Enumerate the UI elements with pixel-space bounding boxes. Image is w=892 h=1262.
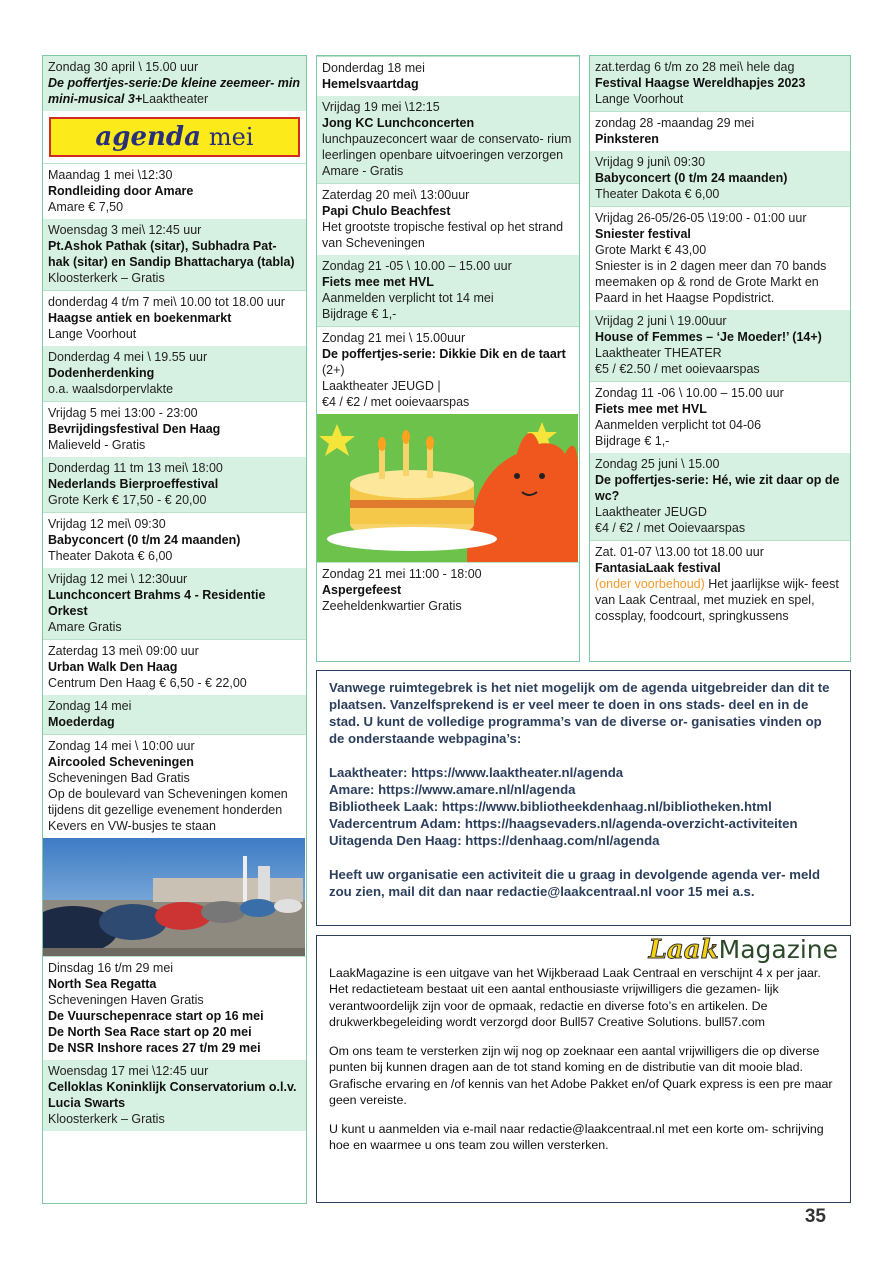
event-title: Jong KC Lunchconcerten <box>322 116 475 130</box>
dikkie-dik-illustration <box>317 414 579 562</box>
aircooled-photo <box>43 838 306 956</box>
event-date: Vrijdag 19 mei \12:15 <box>322 100 440 114</box>
event-date: Zondag 11 -06 \ 10.00 – 15.00 uur <box>595 386 784 400</box>
event-detail: Het grootste tropische festival op het strand van Scheveningen <box>322 220 564 250</box>
event-date: Zondag 21 -05 \ 10.00 – 15.00 uur <box>322 259 512 273</box>
event-detail: Lange Voorhout <box>48 327 137 341</box>
event-highlight: De NSR Inshore races 27 t/m 29 mei <box>48 1041 261 1055</box>
event-detail: Amare - Gratis <box>322 164 404 178</box>
event-title: Dodenherdenking <box>48 366 155 380</box>
event-detail: o.a. waalsdorpervlakte <box>48 382 174 396</box>
agenda-event <box>43 290 306 346</box>
event-detail: Amare € 7,50 <box>48 200 124 214</box>
vw-cars-boulevard-image <box>43 838 305 956</box>
agenda-event <box>590 151 850 206</box>
agenda-event <box>43 219 306 290</box>
logo-word-magazine: Magazine <box>718 935 838 964</box>
event-status-note: (onder voorbehoud) <box>595 577 705 591</box>
event-detail: €4 / €2 / met Ooievaarspas <box>595 521 746 535</box>
event-title: Aspergefeest <box>322 583 402 597</box>
birthday-cake-cat-image <box>317 414 578 562</box>
event-title: Urban Walk Den Haag <box>48 660 178 674</box>
banner-word-agenda: agenda <box>95 122 201 152</box>
event-date: Vrijdag 26-05/26-05 \19:00 - 01:00 uur <box>595 211 807 225</box>
agenda-event <box>317 255 579 326</box>
event-list <box>590 56 850 540</box>
magazine-info-box <box>316 935 851 1203</box>
event-detail: Kloosterkerk – Gratis <box>48 1112 165 1126</box>
event-detail: Kloosterkerk – Gratis <box>48 271 165 285</box>
event-date: Maandag 1 mei \12:30 <box>48 168 173 182</box>
notice-link-laaktheater: Laaktheater: https://www.laaktheater.nl/agenda <box>329 765 624 780</box>
event-title: FantasiaLaak festival <box>595 561 721 575</box>
event-title: De poffertjes-serie: Dikkie Dik en de taart <box>322 347 566 361</box>
event-detail: Centrum Den Haag € 6,50 - € 22,00 <box>48 676 247 690</box>
event-age-suffix: (2+) <box>322 363 345 377</box>
event-date: Zondag 14 mei <box>48 699 132 713</box>
event-date: Zaterdag 13 mei\ 09:00 uur <box>48 644 199 658</box>
event-title: Babyconcert (0 t/m 24 maanden) <box>595 171 788 185</box>
agenda-event <box>43 457 306 512</box>
event-title: Pt.Ashok Pathak (sitar), Subhadra Pat- hak (sitar) en Sandip Bhattacharya (tabla) <box>48 239 295 269</box>
agenda-event <box>590 111 850 151</box>
event-detail: €5 / €2.50 / met ooievaarspas <box>595 362 760 376</box>
event-date: Donderdag 11 tm 13 mei\ 18:00 <box>48 461 223 475</box>
magazine-paragraph-3: U kunt u aanmelden via e-mail naar redactie@laakcentraal.nl met een korte om- schrijving hoe en waarmee u ons team zou willen versterken. <box>329 1121 824 1152</box>
banner-word-mei: mei <box>208 123 254 151</box>
event-title: Pinksteren <box>595 132 659 146</box>
event-detail: Sniester is in 2 dagen meer dan 70 bands meemaken op & rond de Grote Markt en Paard in het Haagse Popdistrict. <box>595 259 827 305</box>
agenda-event <box>43 695 306 734</box>
event-title: Fiets mee met HVL <box>595 402 707 416</box>
event-date: zondag 28 -maandag 29 mei <box>595 116 755 130</box>
agenda-event <box>317 562 579 618</box>
notice-link-vadercentrum: Vadercentrum Adam: https://haagsevaders.nl/agenda-overzicht-activiteiten <box>329 816 798 831</box>
agenda-event <box>43 512 306 568</box>
event-detail: Malieveld - Gratis <box>48 438 146 452</box>
event-date: Zondag 21 mei \ 15.00uur <box>322 331 466 345</box>
event-title: De poffertjes-serie:De kleine zeemeer- min mini-musical 3+ <box>48 76 300 106</box>
event-detail: Laaktheater JEUGD <box>595 505 707 519</box>
event-title: Lunchconcert Brahms 4 - Residentie Orkest <box>48 588 266 618</box>
event-date: Vrijdag 5 mei 13:00 - 23:00 <box>48 406 198 420</box>
agenda-event <box>590 453 850 540</box>
event-date: Zondag 25 juni \ 15.00 <box>595 457 720 471</box>
event-detail: lunchpauzeconcert waar de conservato- rium leerlingen openbare uitvoeringen verzorgen <box>322 132 572 162</box>
laakmagazine-logo <box>329 935 838 965</box>
event-detail: Theater Dakota € 6,00 <box>595 187 720 201</box>
event-date: Zondag 21 mei 11:00 - 18:00 <box>322 567 482 581</box>
event-date: Zondag 14 mei \ 10:00 uur <box>48 739 195 753</box>
event-detail: Aanmelden verplicht tot 14 mei <box>322 291 494 305</box>
agenda-column-3 <box>589 55 851 662</box>
event-title: Fiets mee met HVL <box>322 275 434 289</box>
event-date: Donderdag 18 mei <box>322 61 425 75</box>
agenda-event <box>43 401 306 457</box>
event-title: Hemelsvaartdag <box>322 77 419 91</box>
event-detail: Bijdrage € 1,- <box>595 434 670 448</box>
notice-link-amare: Amare: https://www.amare.nl/nl/agenda <box>329 782 576 797</box>
agenda-event <box>43 639 306 695</box>
event-title: Aircooled Scheveningen <box>48 755 194 769</box>
event-title: Papi Chulo Beachfest <box>322 204 451 218</box>
magazine-paragraph-2: Om ons team te versterken zijn wij nog op zoeknaar een aantal vrijwilligers die op diverse punten bij kunnen dragen aan de tot stand koming en de distributie van dit mooie blad. Grafische ervaring en /of kennis van het Adobe Pakket en/of Quark express is een pre maar geen vereiste. <box>329 1043 833 1107</box>
agenda-event <box>590 540 850 628</box>
notice-outro: Heeft uw organisatie een activiteit die u graag in devolgende agenda ver- meld zou zien, mail dit dan naar redactie@laakcentraal.nl voor 15 mei a.s. <box>329 867 820 899</box>
page-number: 35 <box>804 1206 826 1227</box>
event-title: Celloklas Koninklijk Conservatorium o.l.v. Lucia Swarts <box>48 1080 297 1110</box>
agenda-event <box>317 56 579 96</box>
agenda-column-2 <box>316 55 580 662</box>
event-detail: Lange Voorhout <box>595 92 684 106</box>
event-detail: Zeeheldenkwartier Gratis <box>322 599 462 613</box>
event-title: Festival Haagse Wereldhapjes 2023 <box>595 76 806 90</box>
notice-link-uitagenda: Uitagenda Den Haag: https://denhaag.com/nl/agenda <box>329 833 660 848</box>
event-detail: Op de boulevard van Scheveningen komen tijdens dit gezellige evenement honderden Kevers en VW-busjes te staan <box>48 787 288 833</box>
event-date: Vrijdag 2 juni \ 19.00uur <box>595 314 727 328</box>
event-detail: Grote Markt € 43,00 <box>595 243 707 257</box>
event-detail: Grote Kerk € 17,50 - € 20,00 <box>48 493 207 507</box>
agenda-event <box>590 56 850 111</box>
event-title: Moederdag <box>48 715 115 729</box>
agenda-event <box>43 346 306 401</box>
agenda-event <box>43 568 306 639</box>
event-detail: Laaktheater JEUGD | <box>322 379 441 393</box>
notice-intro: Vanwege ruimtegebrek is het niet mogelijk om de agenda uitgebreider dan dit te plaatsen. Vanzelfsprekend is er veel meer te doen in ons stads- deel en in de stad. U kunt de volledige programma’s van de diverse or- ganisaties vinden op de onderstaande webpagina’s: <box>329 680 830 746</box>
event-list <box>43 163 306 838</box>
event-date: Zaterdag 20 mei\ 13:00uur <box>322 188 470 202</box>
event-date: donderdag 4 t/m 7 mei\ 10.00 tot 18.00 uur <box>48 295 285 309</box>
agenda-event <box>317 183 579 255</box>
agenda-event <box>43 734 306 838</box>
agenda-event <box>43 56 306 111</box>
event-date: Dinsdag 16 t/m 29 mei <box>48 961 174 975</box>
event-date: Vrijdag 12 mei\ 09:30 <box>48 517 166 531</box>
event-title: North Sea Regatta <box>48 977 157 991</box>
event-title: Sniester festival <box>595 227 691 241</box>
event-date: Zondag 30 april \ 15.00 uur <box>48 60 199 74</box>
event-date: Zat. 01-07 \13.00 tot 18.00 uur <box>595 545 764 559</box>
agenda-column-1 <box>42 55 307 1204</box>
event-detail: Aanmelden verplicht tot 04-06 <box>595 418 762 432</box>
event-title: Nederlands Bierproeffestival <box>48 477 219 491</box>
agenda-event <box>43 956 306 1060</box>
event-detail: Laaktheater THEATER <box>595 346 722 360</box>
logo-word-laak: Laak <box>648 935 719 965</box>
event-date: Vrijdag 9 juni\ 09:30 <box>595 155 706 169</box>
event-detail: Het jaarlijkse wijk- feest van Laak Centraal, met muziek en spel, cossplay, foodcourt, springkussens <box>595 577 839 623</box>
agenda-event <box>590 310 850 381</box>
event-date: Donderdag 4 mei \ 19.55 uur <box>48 350 208 364</box>
event-date: Vrijdag 12 mei \ 12:30uur <box>48 572 188 586</box>
event-list <box>43 956 306 1131</box>
agenda-event <box>43 1060 306 1131</box>
event-title: De poffertjes-serie: Hé, wie zit daar op de wc? <box>595 473 840 503</box>
event-title: Bevrijdingsfestival Den Haag <box>48 422 221 436</box>
event-date: Woensdag 17 mei \12:45 uur <box>48 1064 209 1078</box>
event-detail: Amare Gratis <box>48 620 122 634</box>
agenda-event <box>43 163 306 219</box>
magazine-paragraph-1: LaakMagazine is een uitgave van het Wijkberaad Laak Centraal en verschijnt 4 x per jaar. Het redactieteam bestaat uit een aantal enthousiaste vrijwilligers die gezamen- lijk verantwoordelijk zijn voor de opmaak, redactie en diverse foto’s en artikelen. De drukwerkbegeleiding wordt verzorgd door Bull57 Creative Solutions. bull57.com <box>329 965 821 1029</box>
agenda-event <box>317 96 579 183</box>
event-detail: Theater Dakota € 6,00 <box>48 549 173 563</box>
event-detail: Bijdrage € 1,- <box>322 307 397 321</box>
agenda-event <box>317 326 579 414</box>
event-detail: Scheveningen Bad Gratis <box>48 771 190 785</box>
agenda-event <box>590 381 850 453</box>
event-list <box>317 56 579 414</box>
event-highlight: De Vuurschepenrace start op 16 mei <box>48 1009 264 1023</box>
event-title: House of Femmes – ‘Je Moeder!’ (14+) <box>595 330 822 344</box>
event-title: Haagse antiek en boekenmarkt <box>48 311 232 325</box>
agenda-event <box>590 206 850 310</box>
event-title: Babyconcert (0 t/m 24 maanden) <box>48 533 241 547</box>
agenda-mei-banner <box>49 117 300 157</box>
event-date: Woensdag 3 mei\ 12:45 uur <box>48 223 202 237</box>
event-detail: €4 / €2 / met ooievaarspas <box>322 395 470 409</box>
notice-link-bibliotheek: Bibliotheek Laak: https://www.bibliotheekdenhaag.nl/bibliotheken.html <box>329 799 772 814</box>
event-highlight: De North Sea Race start op 20 mei <box>48 1025 252 1039</box>
event-detail: Scheveningen Haven Gratis <box>48 993 204 1007</box>
event-location: Laaktheater <box>142 92 209 106</box>
agenda-notice-box <box>316 670 851 926</box>
event-title: Rondleiding door Amare <box>48 184 194 198</box>
event-date: zat.terdag 6 t/m zo 28 mei\ hele dag <box>595 60 795 74</box>
